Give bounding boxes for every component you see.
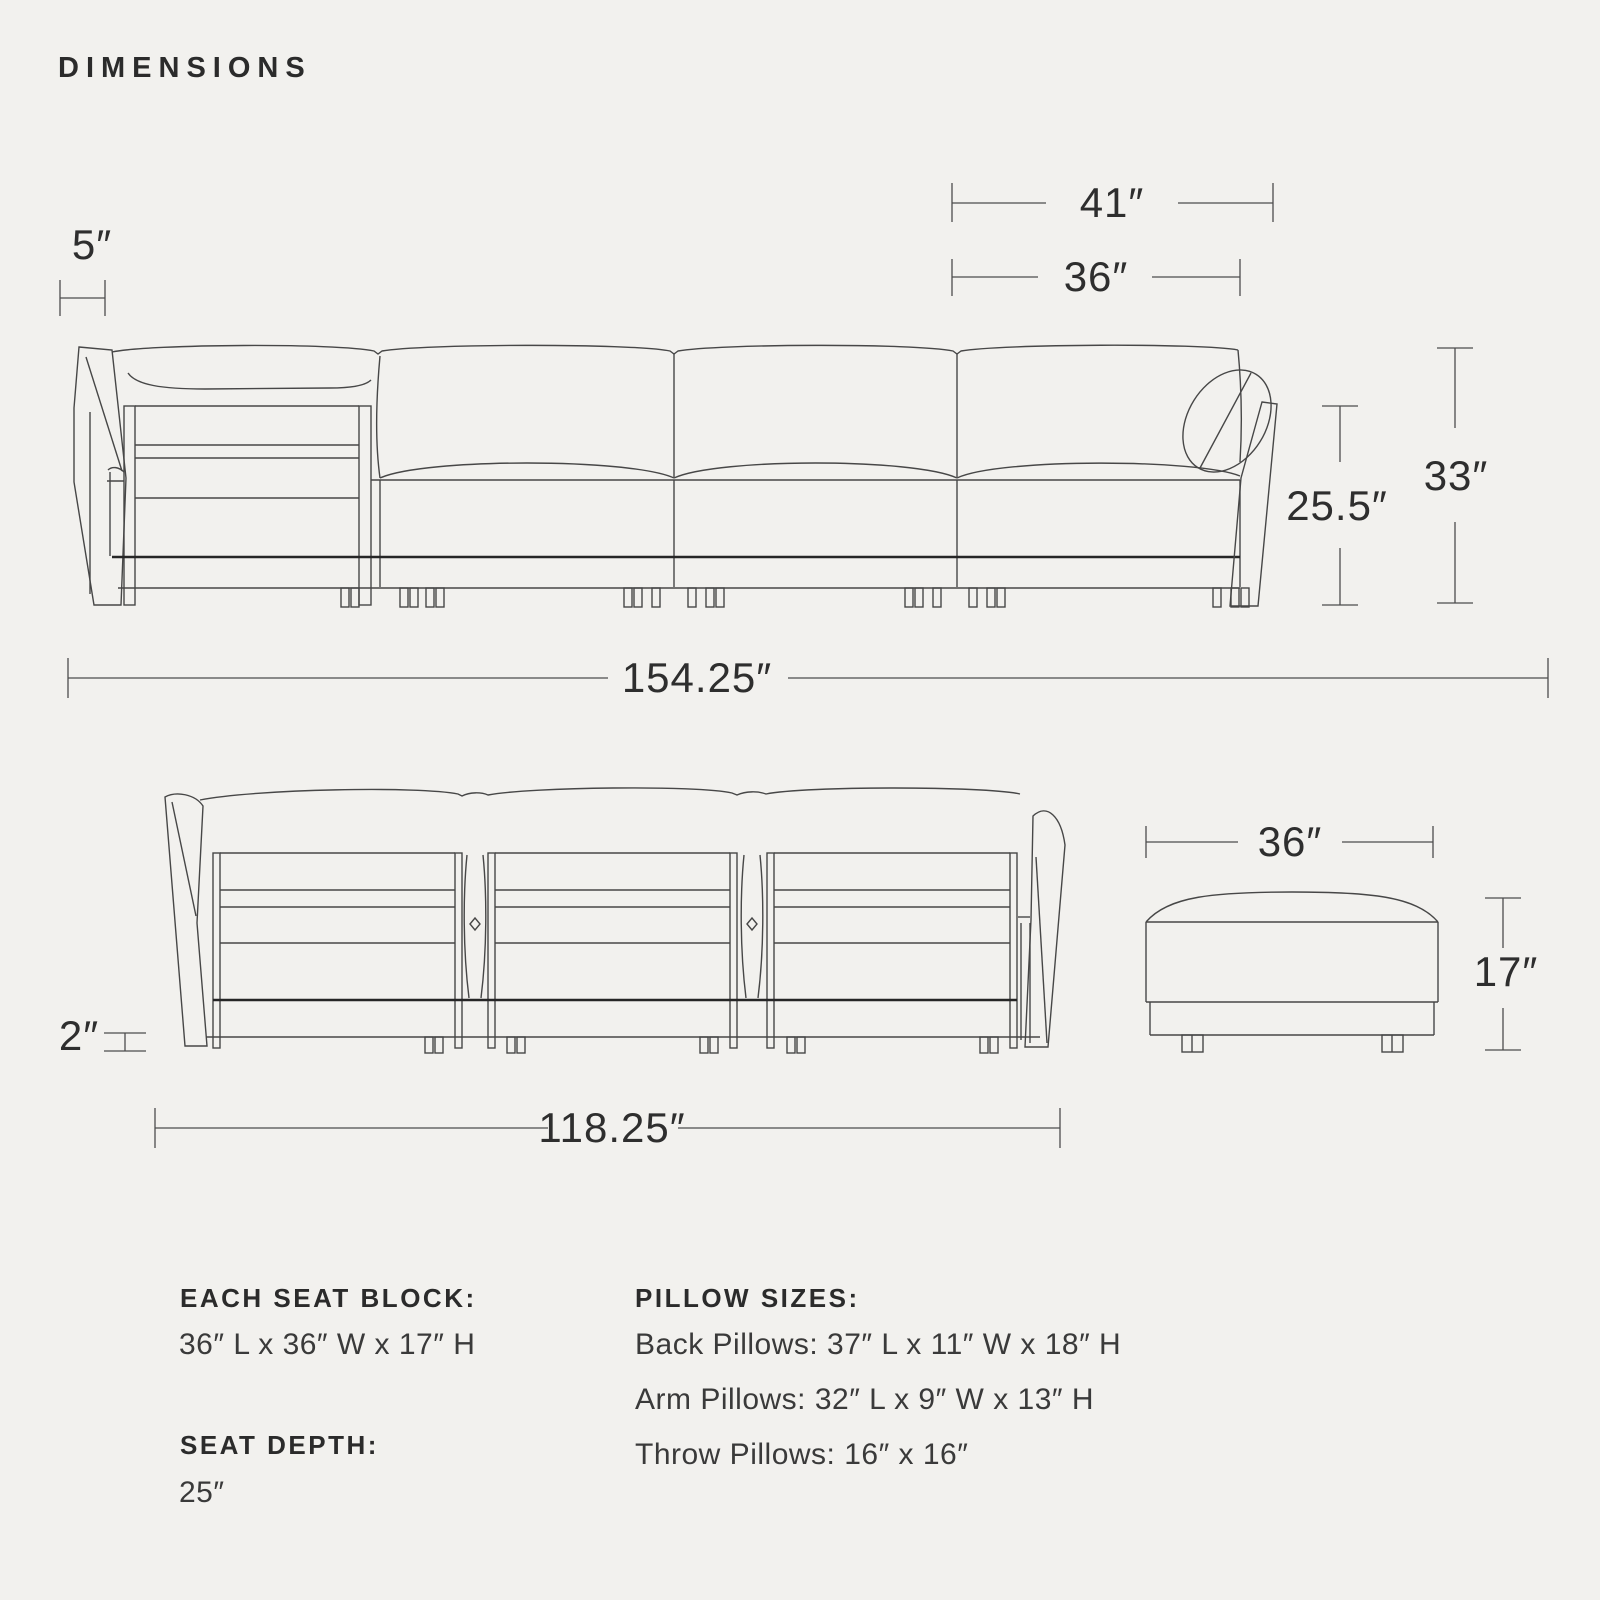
page-title: DIMENSIONS [58, 52, 312, 84]
dim-overall-length-label: 154.25″ [621, 654, 773, 701]
pillow-size-throw: Throw Pillows: 16″ x 16″ [635, 1438, 969, 1471]
dim-overall-height-label: 33″ [1423, 452, 1489, 499]
seat-depth-value: 25″ [179, 1476, 225, 1509]
dim-arm-width-label: 5″ [71, 221, 113, 268]
dim-block-with-arm-label: 41″ [1079, 179, 1145, 226]
dim-back-height-label: 25.5″ [1286, 482, 1388, 529]
dim-ottoman-height-label: 17″ [1473, 948, 1539, 995]
dim-ottoman-width-label: 36″ [1257, 818, 1323, 865]
dim-block-width-label: 36″ [1063, 253, 1129, 300]
dim-back-length-label: 118.25″ [538, 1104, 686, 1151]
pillow-sizes-heading: PILLOW SIZES: [635, 1283, 860, 1313]
seat-block-value: 36″ L x 36″ W x 17″ H [179, 1328, 476, 1361]
dim-leg-height-label: 2″ [58, 1012, 100, 1059]
back-view-drawing [165, 788, 1065, 1053]
dimension-lines [59, 179, 1548, 1151]
seat-depth-heading: SEAT DEPTH: [180, 1430, 379, 1460]
front-view-drawing [74, 345, 1289, 607]
pillow-size-arm: Arm Pillows: 32″ L x 9″ W x 13″ H [635, 1383, 1095, 1416]
pillow-size-back: Back Pillows: 37″ L x 11″ W x 18″ H [635, 1328, 1122, 1361]
ottoman-drawing [1146, 892, 1438, 1052]
seat-block-heading: EACH SEAT BLOCK: [180, 1283, 477, 1313]
